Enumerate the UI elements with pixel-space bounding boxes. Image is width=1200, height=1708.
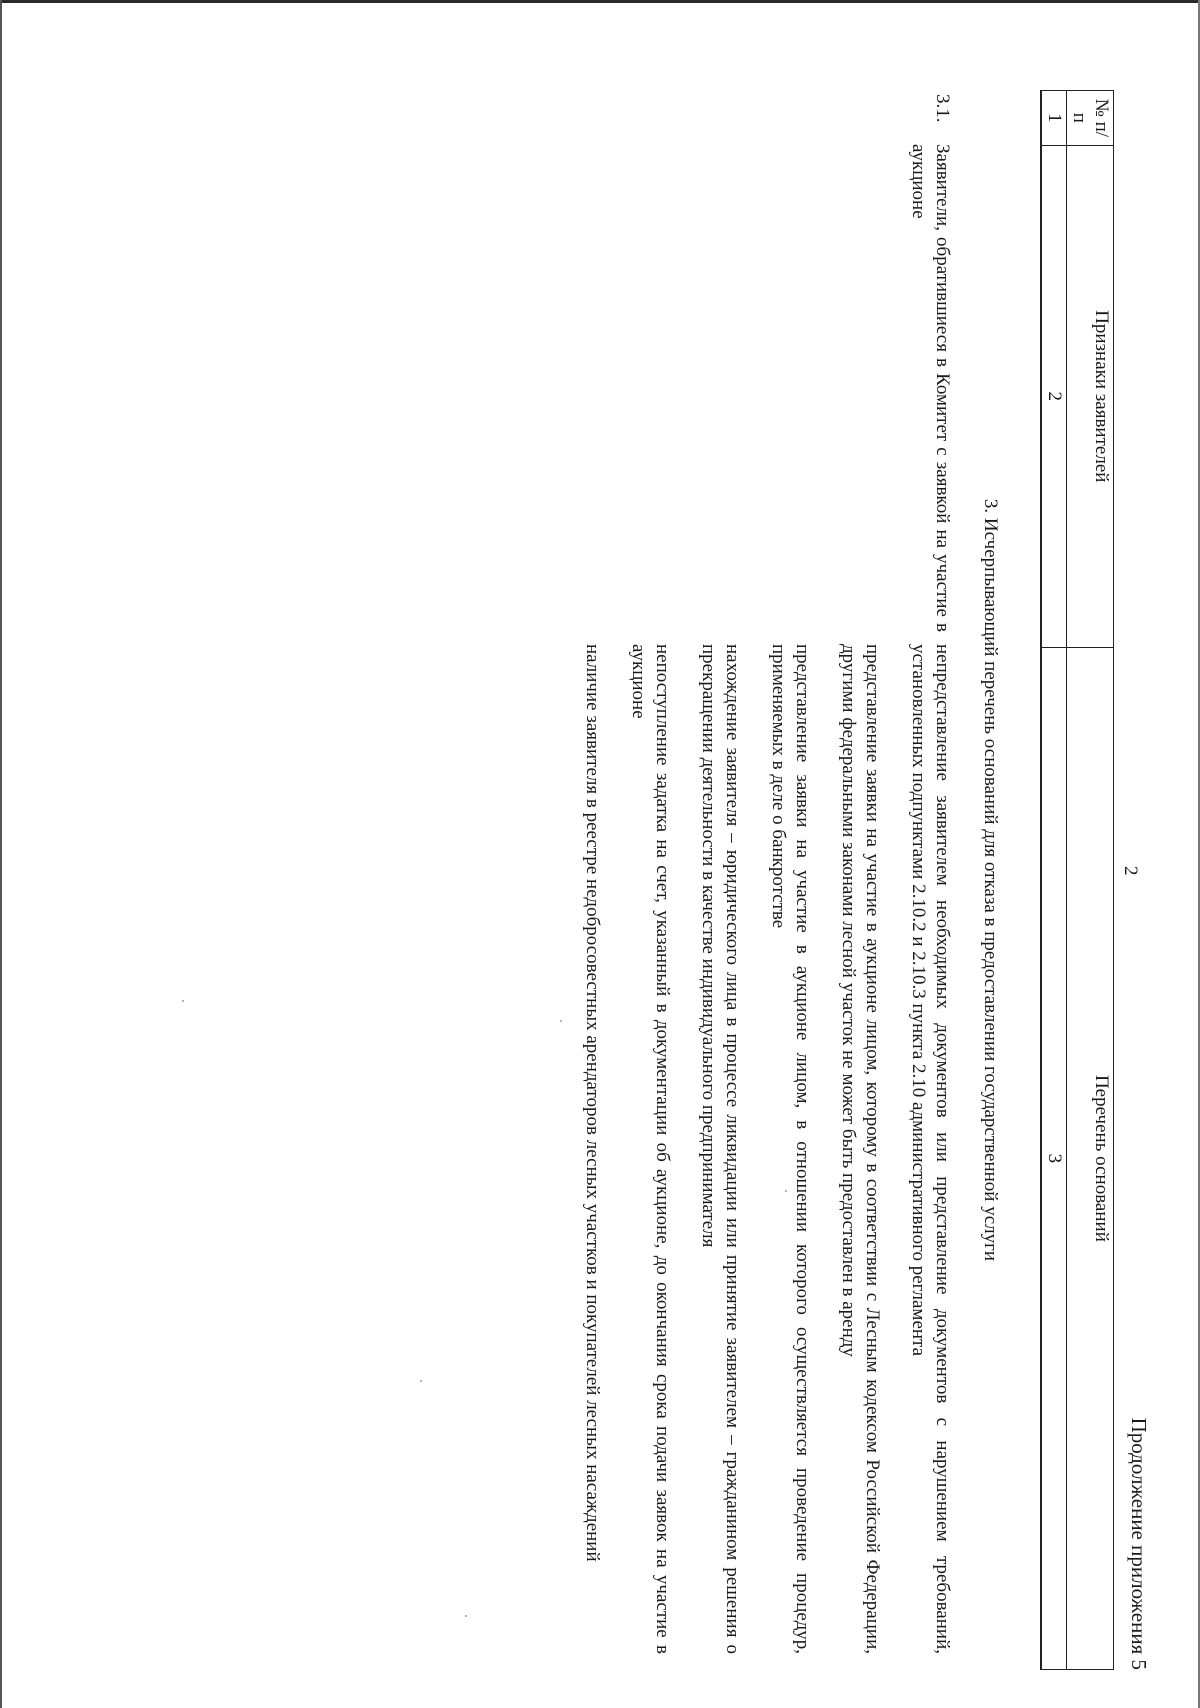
reason-item: нахождение заявителя – юридического лица в процессе ликвидации или принятие заявителем – гражданином решения о прекращении деятельности в качестве индивидуального предпринимателя	[698, 644, 743, 1654]
reason-item: непредставление заявителем необходимых документов или представление документов с нарушением требований, установленных подпунктами 2.10.2 и 2.10.3 пункта 2.10 административного регламента	[908, 644, 953, 1654]
header-col-applicants: Признаки заявителей	[1067, 145, 1114, 647]
header-col-reasons: Перечень оснований	[1067, 647, 1114, 1669]
column-number-1: 1	[1041, 91, 1067, 146]
reason-item: представление заявки на участие в аукционе лицом, которому в соответствии с Лесным кодексом Российской Федерации, другими федеральными законами лесной участок не может быть предоставлен в аренду	[838, 644, 883, 1654]
header-col-number: № п/п	[1067, 91, 1114, 146]
reason-item: непоступление задатка на счет, указанный в документации об аукционе, до окончания срока подачи заявок на участие в аукционе	[628, 644, 673, 1654]
page-number: 2	[1120, 866, 1141, 876]
reason-item: наличие заявителя в реестре недобросовестных арендаторов лесных участков и покупателей лесных насаждений	[582, 644, 603, 1562]
section-title: 3. Исчерпывающий перечень оснований для отказа в предоставлении государственной услуги	[980, 498, 1001, 1262]
applicant-description: Заявители, обратившиеся в Комитет с заявкой на участие в аукционе	[908, 144, 953, 632]
column-number-2: 2	[1041, 145, 1067, 647]
row-number: 3.1.	[932, 94, 953, 123]
reason-item: представление заявки на участие в аукционе лицом, в отношении которого осуществляется проведение процедур, применяемых в деле о банкротстве	[768, 644, 813, 1654]
reasons-list	[581, 644, 955, 1654]
document-page	[100, 90, 1160, 1670]
column-number-3: 3	[1041, 647, 1067, 1669]
table-header	[1040, 90, 1114, 1670]
scan-left-edge	[0, 0, 2, 1708]
header-row	[1067, 91, 1114, 1670]
column-number-row	[1041, 91, 1067, 1670]
scan-top-edge	[0, 0, 1200, 3]
continuation-note: Продолжение приложения 5	[1127, 1417, 1151, 1670]
